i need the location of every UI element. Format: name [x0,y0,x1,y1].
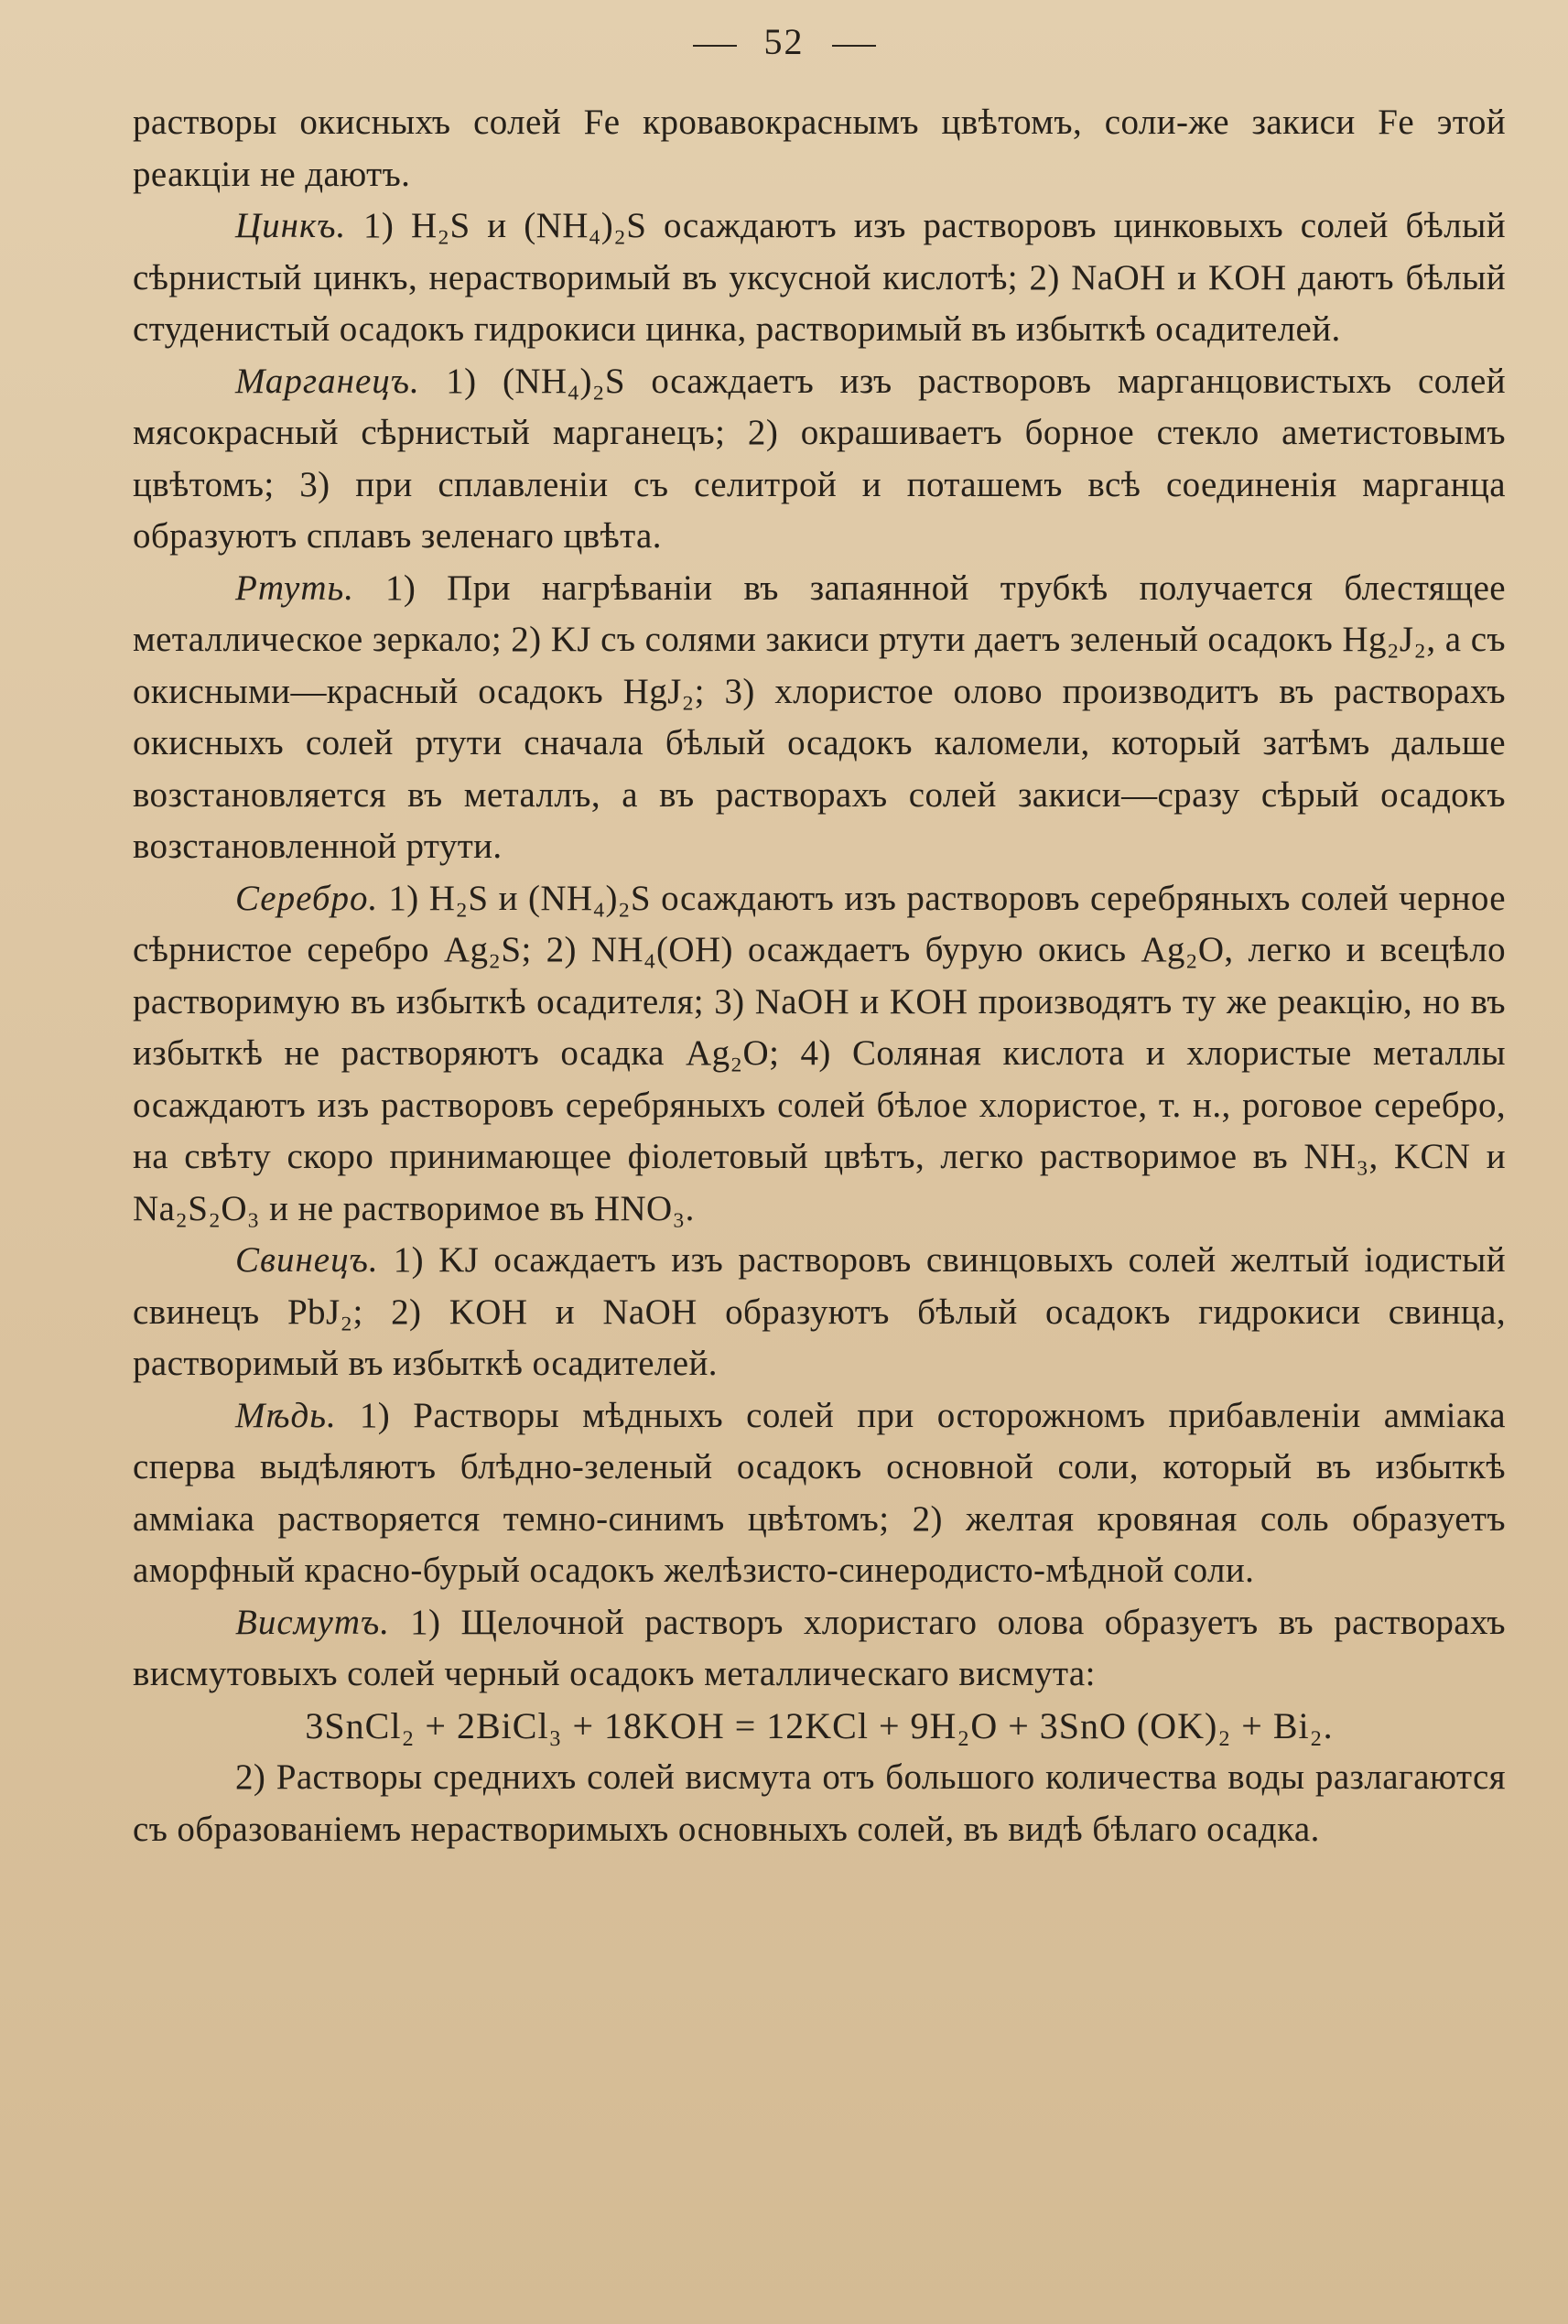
element-name: Марганецъ. [235,361,420,401]
paragraph-manganese: Марганецъ. 1) (NH₄)₂S осаждаетъ изъ растворовъ марганцовистыхъ солей мясокрасный сѣрнистый марганецъ; 2) окрашиваетъ борное стекло аметистовымъ цвѣтомъ; 3) при сплавленіи съ селитрой и поташемъ всѣ соединенія марганца образуютъ сплавъ зеленаго цвѣта. [133,361,1506,556]
paragraph-zinc: Цинкъ. 1) H₂S и (NH₄)₂S осаждаютъ изъ растворовъ цинковыхъ солей бѣлый сѣрнистый цинкъ, нерастворимый въ уксусной кислотѣ; 2) NaOH и KOH даютъ бѣлый студенистый осадокъ гидрокиси цинка, растворимый въ избыткѣ осадителей. [133,206,1506,349]
element-name: Свинецъ. [235,1240,379,1280]
paragraph-copper: Мѣдь. 1) Растворы мѣдныхъ солей при осторожномъ прибавленіи амміака сперва выдѣляютъ блѣдно-зеленый осадокъ основной соли, который въ избыткѣ амміака растворяется темно-синимъ цвѣтомъ; 2) желтая кровяная соль образуетъ аморфный красно-бурый осадокъ желѣзисто-синеродисто-мѣдной соли. [133,1395,1506,1590]
element-name: Мѣдь. [235,1395,337,1435]
dash-right [832,45,876,47]
paragraph-bismuth-2: 2) Растворы среднихъ солей висмута отъ большого количества воды разлагаются съ образованіемъ нерастворимыхъ основныхъ солей, въ видѣ бѣлаго осадка. [133,1757,1506,1849]
element-name: Ртуть. [235,567,354,608]
page-number-header [0,20,1568,63]
chemical-equation: 3SnCl₂ + 2BiCl₃ + 18KOH = 12KCl + 9H₂O + 3SnO (OK)₂ + Bi₂. [305,1704,1334,1746]
element-name: Висмутъ. [235,1602,390,1642]
element-name: Цинкъ. [235,206,347,245]
element-name: Серебро. [235,878,379,918]
paragraph-bismuth: Висмутъ. 1) Щелочной растворъ хлористаго олова образуетъ въ растворахъ висмутовыхъ солей черный осадокъ металлическаго висмута: [133,1602,1506,1693]
paragraph-mercury: Ртуть. 1) При нагрѣваніи въ запаянной трубкѣ получается блестящее металлическое зеркало; 2) KJ съ солями закиси ртути даетъ зеленый осадокъ Hg₂J₂, а съ окисными—красный осадокъ HgJ₂; 3) хлористое олово производитъ въ растворахъ окисныхъ солей ртути сначала бѣлый осадокъ каломели, который затѣмъ дальше возстановляется въ металлъ, а въ растворахъ солей закиси—сразу сѣрый осадокъ возстановленной ртути. [133,567,1506,866]
paragraph-silver: Серебро. 1) H₂S и (NH₄)₂S осаждаютъ изъ растворовъ серебряныхъ солей черное сѣрнистое серебро Ag₂S; 2) NH₄(OH) осаждаетъ бурую окись Ag₂O, легко и всецѣло растворимую въ избыткѣ осадителя; 3) NaOH и KOH производятъ ту же реакцію, но въ избыткѣ не растворяютъ осадка Ag₂O; 4) Соляная кислота и хлористые металлы осаждаютъ изъ растворовъ серебряныхъ солей бѣлое хлористое, т. н., роговое серебро, на свѣту скоро принимающее фіолетовый цвѣтъ, легко растворимое въ NH₃, KCN и Na₂S₂O₃ и не растворимое въ HNO₃. [133,878,1506,1228]
dash-left [693,45,737,47]
paragraph-iron-continued: растворы окисныхъ солей Fe кровавокраснымъ цвѣтомъ, соли-же закиси Fe этой реакціи не даютъ. [133,103,1506,194]
page-number: 52 [763,21,805,62]
paragraph-lead: Свинецъ. 1) KJ осаждаетъ изъ растворовъ свинцовыхъ солей желтый іодистый свинецъ PbJ₂; 2) KOH и NaOH образуютъ бѣлый осадокъ гидрокиси свинца, растворимый въ избыткѣ осадителей. [133,1240,1506,1383]
body-text [133,97,1506,1855]
